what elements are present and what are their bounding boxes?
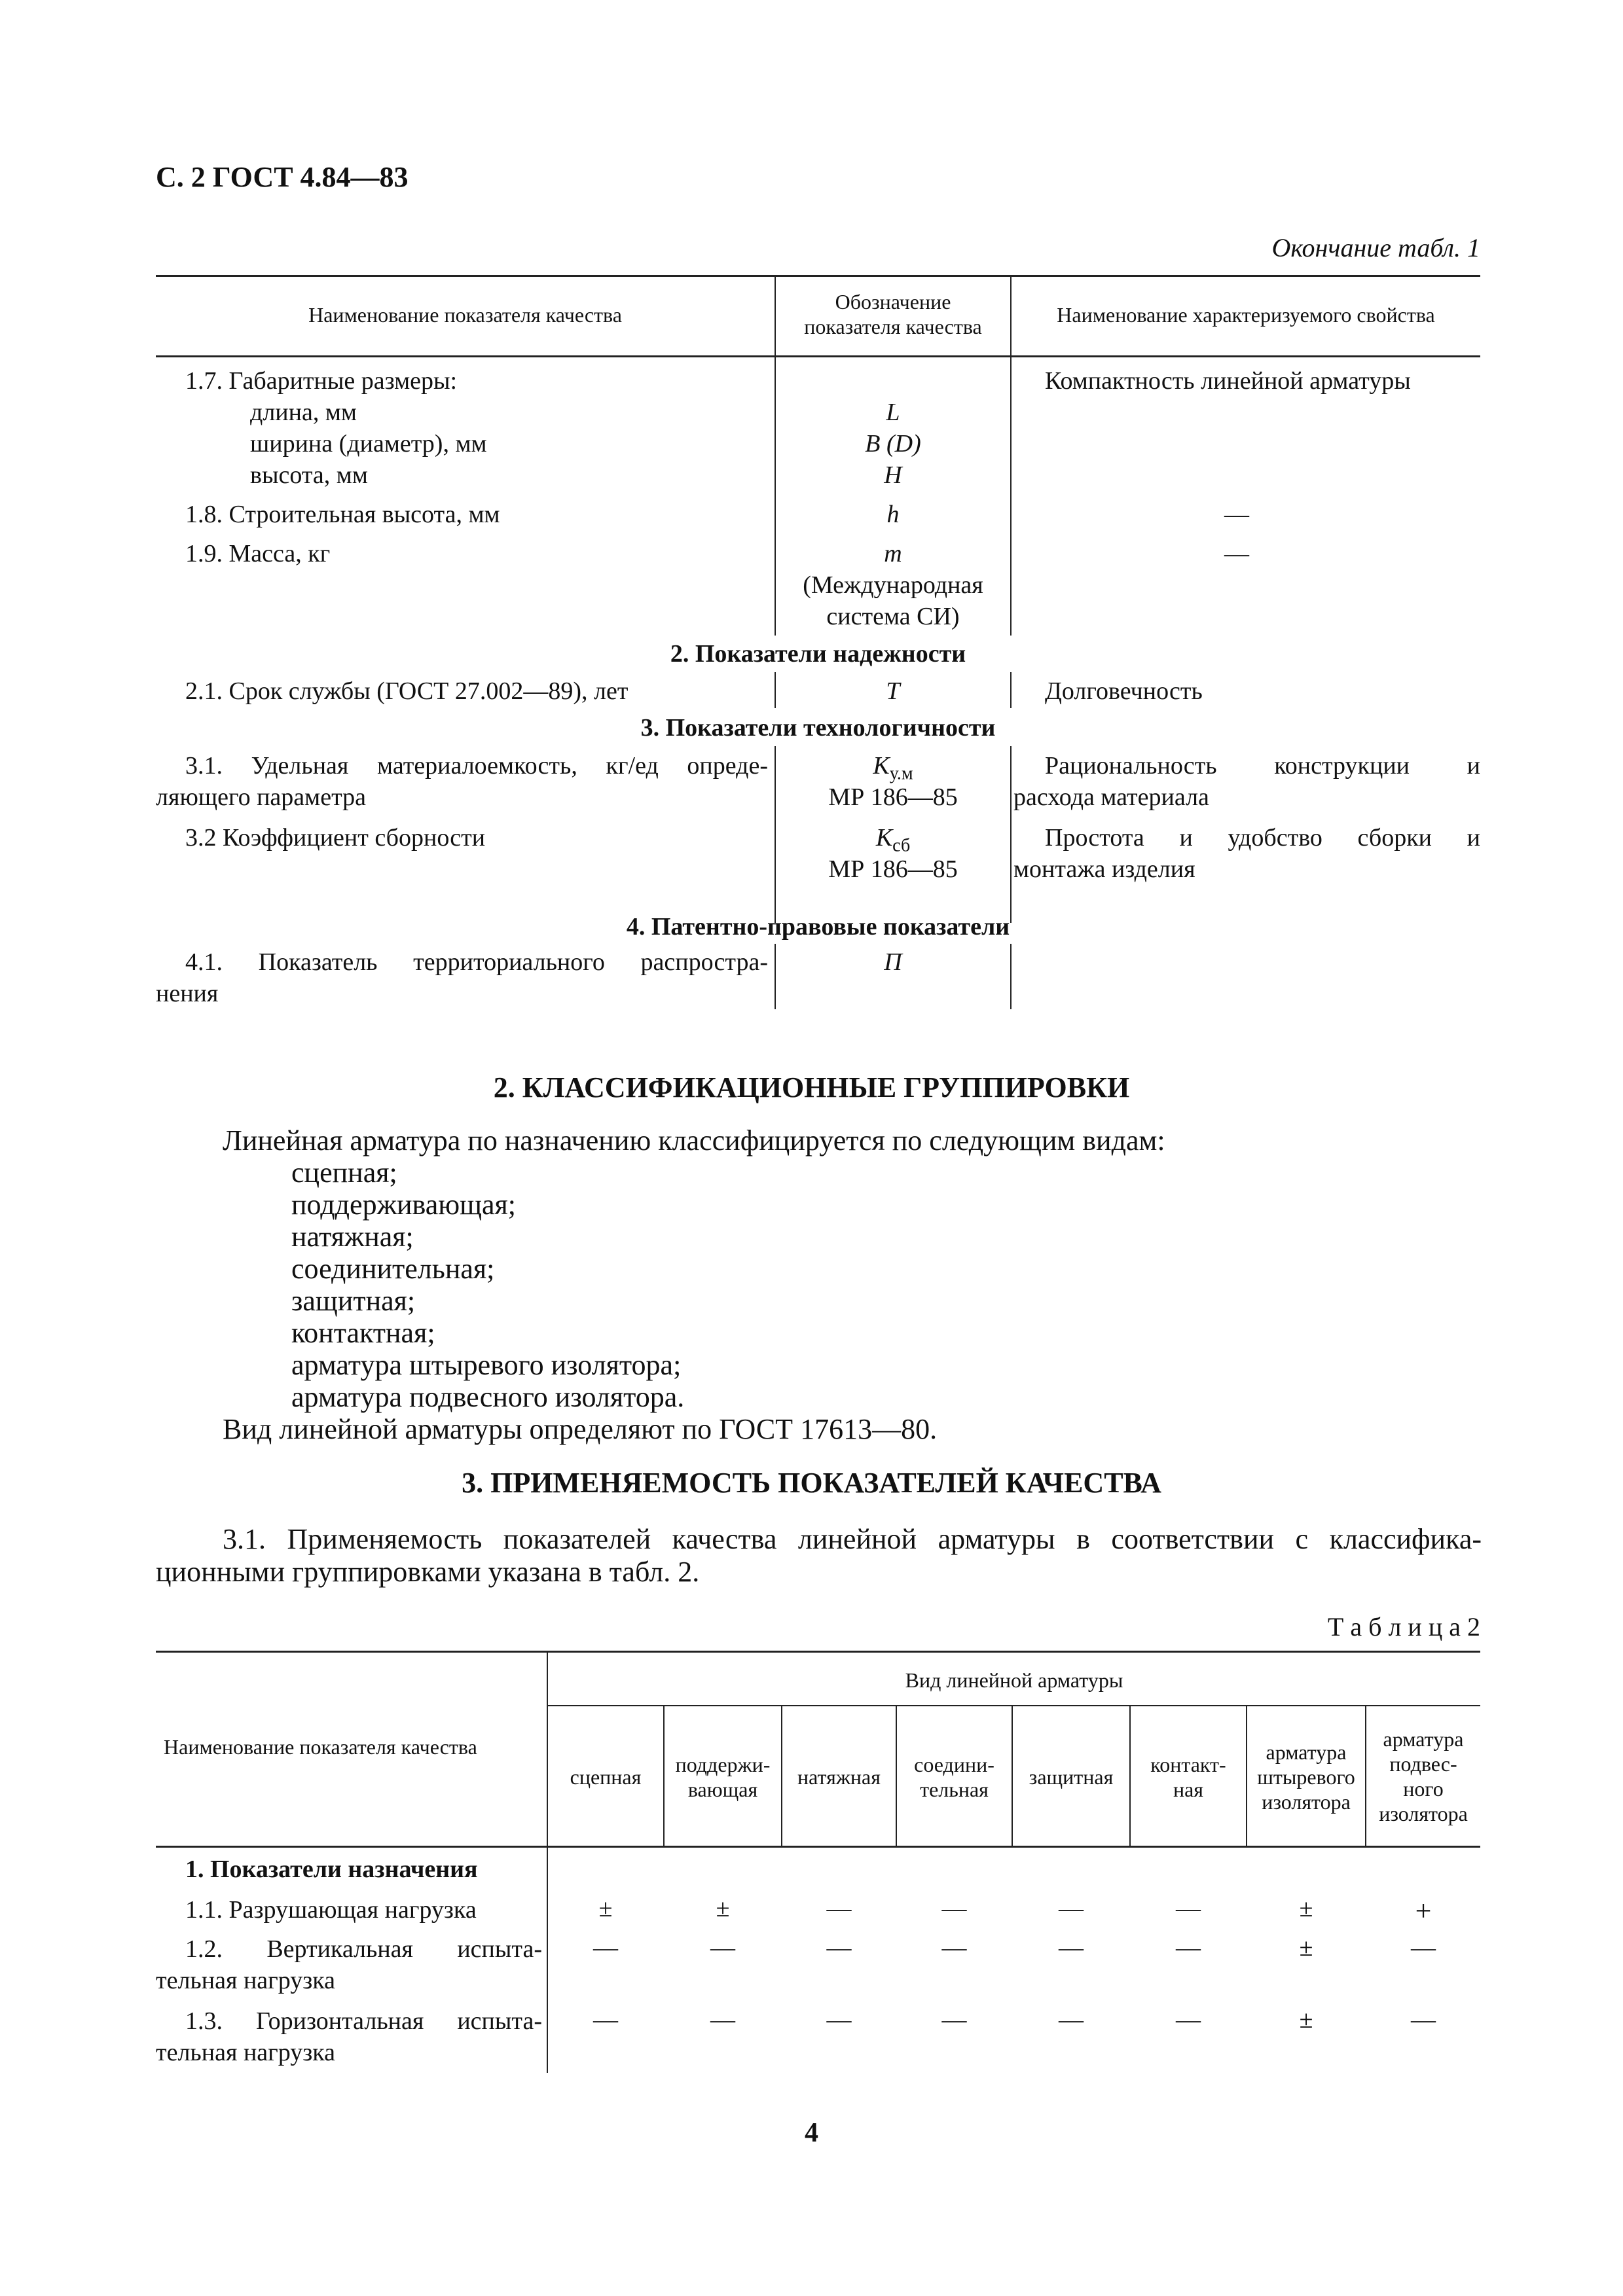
table-rule: [156, 355, 1480, 357]
col-header-supporting-1: поддержи-: [675, 1753, 771, 1776]
row-1-7-sym-L: L: [886, 399, 900, 426]
table2-cell: —: [941, 1895, 967, 1922]
col-header-suspension-2: подвес-: [1389, 1752, 1457, 1776]
section-3-paragraph-1: 3.1. Применяемость показателей качества линейной арматуры в соответствии с классифика-: [223, 1523, 1482, 1555]
table2-cell: ±: [716, 1895, 730, 1922]
row-1-7-name: 1.7. Габаритные размеры:: [185, 367, 458, 395]
table2-cell: —: [1411, 2006, 1436, 2034]
row-3-1-property-1: Рациональность конструкции и: [1045, 752, 1480, 780]
col-header-designation-1: Обозначение: [835, 290, 951, 314]
section-2-item: поддерживающая;: [291, 1189, 516, 1221]
table2-cell: —: [826, 2006, 852, 2034]
table2-cell: +: [1415, 1895, 1432, 1927]
row-1-7-height: высота, мм: [250, 461, 368, 489]
col-header-suspension-4: изолятора: [1379, 1802, 1468, 1825]
section-2-item: защитная;: [291, 1285, 416, 1317]
row-4-1-sym: П: [884, 948, 902, 976]
section-2-item: арматура подвесного изолятора.: [291, 1381, 685, 1413]
row-3-1-property-2: расхода материала: [1013, 783, 1209, 811]
column-divider: [1010, 672, 1012, 708]
table-1: [156, 275, 1480, 1011]
row-1-7-width: ширина (диаметр), мм: [250, 430, 487, 457]
table2-cell: ±: [1299, 1895, 1313, 1922]
table2-cell: —: [593, 2006, 618, 2034]
col-header-suspension-1: арматура: [1383, 1727, 1464, 1751]
row-3-2-name: 3.2 Коэффициент сборности: [185, 824, 486, 852]
table2-caption: Т а б л и ц а 2: [1327, 1612, 1480, 1641]
row-1-9-name: 1.9. Масса, кг: [185, 540, 331, 567]
section-2-item: соединительная;: [291, 1253, 495, 1285]
row-1-7-sym-H: H: [884, 461, 902, 489]
row-3-1-name-2: ляющего параметра: [156, 783, 367, 811]
row-3-1-ref: МР 186—85: [828, 783, 958, 811]
table2-cell: —: [1176, 2006, 1201, 2034]
row-3-2-ref: МР 186—85: [828, 855, 958, 883]
table2-group-header: Вид линейной арматуры: [905, 1668, 1123, 1692]
row-2-1-sym: T: [886, 677, 900, 705]
section-3-paragraph-2: ционными группировками указана в табл. 2.: [156, 1556, 700, 1588]
section-2-item: сцепная;: [291, 1157, 397, 1189]
col-header-contact-2: ная: [1173, 1778, 1204, 1801]
column-divider: [1010, 357, 1012, 636]
section-2-item: натяжная;: [291, 1221, 414, 1253]
col-header-name: Наименование показателя качества: [308, 303, 622, 327]
table2-cell: —: [1059, 1934, 1084, 1962]
row-1-7-property: Компактность линейной арматуры: [1045, 367, 1411, 395]
col-header-tension: натяжная: [797, 1765, 881, 1789]
row-1-8-property: —: [1224, 501, 1249, 528]
table2-cell: —: [826, 1895, 852, 1922]
row-1-7-length: длина, мм: [250, 399, 357, 426]
row-3-2-sym-letter: K: [875, 824, 893, 852]
table2-cell: —: [941, 1934, 967, 1962]
table2-cell: —: [941, 2006, 967, 2034]
section-2-outro: Вид линейной арматуры определяют по ГОСТ 17613—80.: [223, 1413, 938, 1445]
row-3-1-sym-sub: у.м: [889, 763, 913, 784]
row-2-1-property: Долговечность: [1045, 677, 1203, 705]
table1-continuation-label: Окончание табл. 1: [1271, 233, 1480, 262]
table-rule: [156, 275, 1480, 277]
table2-row-1-3-name-1: 1.3. Горизонтальная испыта-: [185, 2007, 542, 2035]
table2-row-1-2-name-1: 1.2. Вертикальная испыта-: [185, 1935, 542, 1963]
col-header-joining-2: тельная: [920, 1778, 989, 1801]
column-divider: [1010, 944, 1012, 1009]
table2-cell: —: [1059, 1895, 1084, 1922]
row-1-7-sym-B: B (D): [865, 430, 921, 457]
row-4-1-name-1: 4.1. Показатель территориального распростра-: [185, 948, 768, 976]
table-rule: [547, 1705, 1480, 1706]
table1-section-4-title: 4. Патентно-правовые показатели: [626, 913, 1010, 941]
col-header-coupling: сцепная: [570, 1765, 642, 1789]
row-1-9-sym-note-2: система СИ): [826, 603, 960, 630]
col-header-pin-2: штыревого: [1257, 1765, 1355, 1789]
section-2-title: 2. КЛАССИФИКАЦИОННЫЕ ГРУППИРОВКИ: [493, 1071, 1130, 1103]
table-rule: [156, 1846, 1480, 1848]
row-3-2-property-2: монтажа изделия: [1013, 855, 1195, 883]
table2-cell: ±: [598, 1895, 613, 1922]
section-2-item: контактная;: [291, 1317, 435, 1349]
col-header-pin-3: изолятора: [1262, 1790, 1351, 1814]
row-1-8-sym: h: [886, 501, 900, 528]
row-1-8-name: 1.8. Строительная высота, мм: [185, 501, 500, 528]
table2-cell: ±: [1299, 2006, 1313, 2034]
row-4-1-name-2: нения: [156, 980, 219, 1007]
row-3-2-sym-sub: сб: [892, 835, 911, 856]
row-3-1-sym-letter: K: [873, 752, 890, 780]
row-3-2-property-1: Простота и удобство сборки и: [1045, 824, 1480, 852]
section-2-item: арматура штыревого изолятора;: [291, 1349, 682, 1381]
table2-cell: —: [826, 1934, 852, 1962]
table-2: [156, 1651, 1480, 2073]
table2-cell: —: [593, 1934, 618, 1962]
table2-cell: —: [1411, 1934, 1436, 1962]
page-number: 4: [805, 2118, 818, 2148]
section-3-title: 3. ПРИМЕНЯЕМОСТЬ ПОКАЗАТЕЛЕЙ КАЧЕСТВА: [462, 1467, 1161, 1499]
table2-cell: —: [710, 2006, 735, 2034]
table2-cell: —: [1176, 1895, 1201, 1922]
table1-section-3-title: 3. Показатели технологичности: [640, 714, 996, 742]
column-divider: [1010, 746, 1012, 923]
table2-section-title: 1. Показатели назначения: [185, 1856, 478, 1883]
table2-cell: —: [710, 1934, 735, 1962]
col-header-suspension-3: ного: [1403, 1777, 1444, 1801]
table2-row-1-2-name-2: тельная нагрузка: [156, 1967, 335, 1994]
col-header-property: Наименование характеризуемого свойства: [1057, 303, 1435, 327]
table2-cell: —: [1059, 2006, 1084, 2034]
section-2-intro: Линейная арматура по назначению классифицируется по следующим видам:: [223, 1124, 1165, 1157]
col-header-joining-1: соедини-: [914, 1753, 994, 1776]
table2-row-1-1-name: 1.1. Разрушающая нагрузка: [185, 1896, 477, 1924]
col-header-protective: защитная: [1029, 1765, 1114, 1789]
page-header: С. 2 ГОСТ 4.84—83: [156, 161, 409, 193]
row-2-1-name: 2.1. Срок службы (ГОСТ 27.002—89), лет: [185, 677, 629, 705]
table2-row-1-3-name-2: тельная нагрузка: [156, 2039, 335, 2066]
table2-cell: —: [1176, 1934, 1201, 1962]
row-1-9-sym: m: [884, 540, 902, 567]
table1-section-2-title: 2. Показатели надежности: [670, 640, 966, 668]
col-header-supporting-2: вающая: [687, 1778, 758, 1801]
table-rule: [156, 1651, 1480, 1653]
row-3-1-name-1: 3.1. Удельная материалоемкость, кг/ед опреде-: [185, 752, 768, 780]
row-1-9-sym-note-1: (Международная: [803, 571, 983, 599]
table2-name-header: Наименование показателя качества: [164, 1735, 477, 1759]
col-header-contact-1: контакт-: [1150, 1753, 1226, 1776]
col-header-pin-1: арматура: [1266, 1740, 1347, 1764]
row-1-9-property: —: [1224, 540, 1249, 567]
col-header-designation-2: показателя качества: [804, 315, 982, 338]
table2-cell: ±: [1299, 1934, 1313, 1962]
